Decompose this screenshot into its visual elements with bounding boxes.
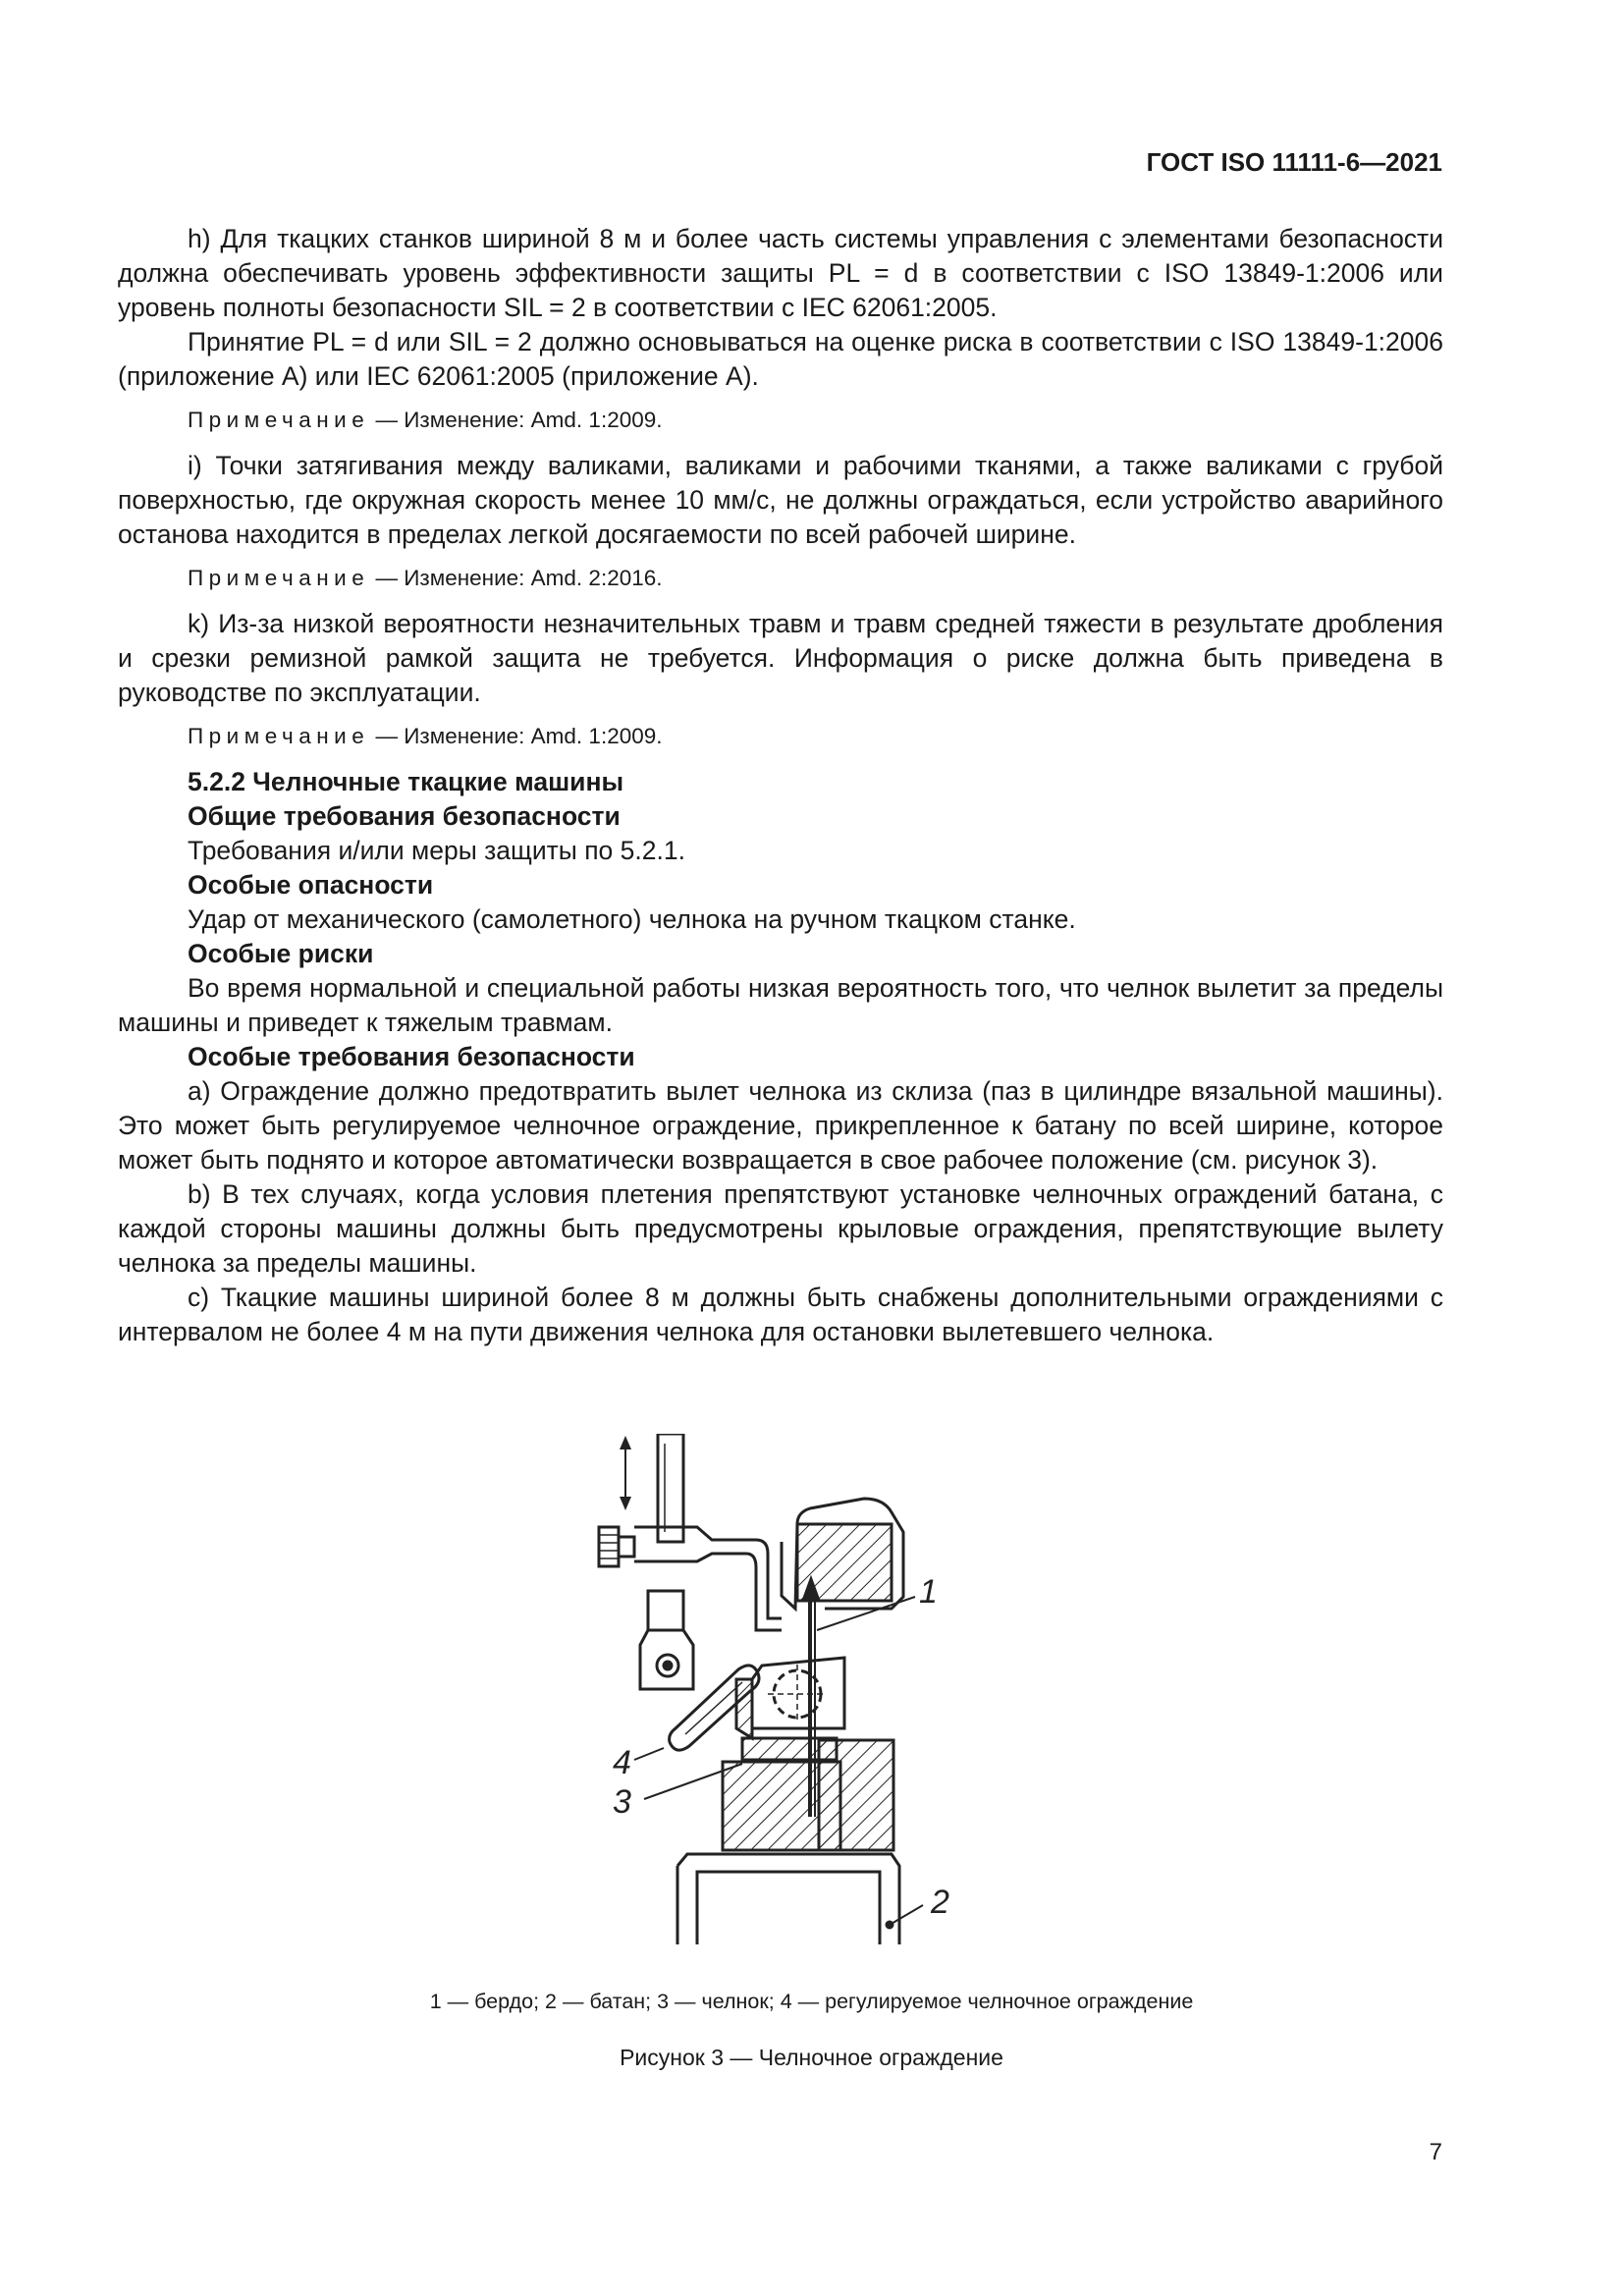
label-3: 3	[613, 1783, 631, 1821]
note-3	[188, 722, 1443, 751]
hazards-text: Удар от механического (самолетного) челнока на ручном ткацком станке.	[188, 904, 1076, 934]
document-header: ГОСТ ISO 11111-6—2021	[1146, 147, 1442, 177]
paragraph-k: k) Из-за низкой вероятности незначительных травм и травм средней тяжести в результате дробления и срезки ремизной рамкой защита не требуется. Информация о риске должна быть приведена в руководстве по эксплуатации.	[118, 609, 1443, 707]
heading-general: Общие требования безопасности	[188, 801, 621, 831]
mechanism-drawing	[599, 1434, 903, 1944]
figure-caption: Рисунок 3 — Челночное ограждение	[620, 2045, 1003, 2070]
heading-risks: Особые риски	[188, 939, 374, 968]
note-1	[188, 406, 1443, 435]
label-2: 2	[931, 1884, 949, 1921]
section-heading: 5.2.2 Челночные ткацкие машины	[188, 767, 624, 796]
note-2	[188, 564, 1443, 593]
figure-shuttle-guard	[550, 1434, 1021, 1964]
heading-hazards: Особые опасности	[188, 870, 434, 900]
paragraph-b: b) В тех случаях, когда условия плетения препятствуют установке челночных ограждений батана, с каждой стороны машины должны быть предусмотрены крыловые ограждения, препятствующие вылету челнока за пределы машины.	[118, 1179, 1443, 1278]
heading-special: Особые требования безопасности	[188, 1042, 635, 1071]
note-label: Примечание	[188, 724, 370, 748]
note-text: — Изменение: Amd. 1:2009.	[375, 408, 663, 432]
note-label: Примечание	[188, 408, 370, 432]
main-text	[118, 222, 1443, 1349]
paragraph-a: a) Ограждение должно предотвратить вылет челнока из склиза (паз в цилиндре вязальной машины). Это может быть регулируемое челночное ограждение, прикрепленное к батану по всей ширине, которое может быть поднято и которое автоматически возвращается в свое рабочее положение (см. рисунок 3).	[118, 1076, 1443, 1175]
paragraph-i: i) Точки затягивания между валиками, валиками и рабочими тканями, а также валиками с грубой поверхностью, где окружная скорость менее 10 мм/с, не должны ограждаться, если устройство аварийного останова находится в пределах легкой досягаемости по всей рабочей ширине.	[118, 451, 1443, 549]
note-text: — Изменение: Amd. 1:2009.	[375, 724, 663, 748]
figure-legend: 1 — бердо; 2 — батан; 3 — челнок; 4 — регулируемое челночное ограждение	[429, 1990, 1194, 2013]
page-number: 7	[1429, 2139, 1442, 2165]
note-label: Примечание	[188, 566, 370, 590]
label-4: 4	[613, 1744, 631, 1781]
general-requirements: Требования и/или меры защиты по 5.2.1.	[188, 836, 685, 865]
paragraph-h: h) Для ткацких станков шириной 8 м и более часть системы управления с элементами безопасности должна обеспечивать уровень эффективности защиты PL = d в соответствии с ISO 13849-1:2006 или уровень полноты безопасности SIL = 2 в соответствии с IEC 62061:2005.	[118, 224, 1443, 322]
paragraph-h-cont: Принятие PL = d или SIL = 2 должно основываться на оценке риска в соответствии с ISO 13849-1:2006 (приложение A) или IEC 62061:2005 (приложение A).	[118, 327, 1443, 391]
paragraph-c: c) Ткацкие машины шириной более 8 м должны быть снабжены дополнительными ограждениями с интервалом не более 4 м на пути движения челнока для остановки вылетевшего челнока.	[118, 1283, 1443, 1346]
note-text: — Изменение: Amd. 2:2016.	[375, 566, 663, 590]
label-1: 1	[919, 1573, 938, 1611]
risks-text: Во время нормальной и специальной работы низкая вероятность того, что челнок вылетит за пределы машины и приведет к тяжелым травмам.	[118, 973, 1443, 1037]
